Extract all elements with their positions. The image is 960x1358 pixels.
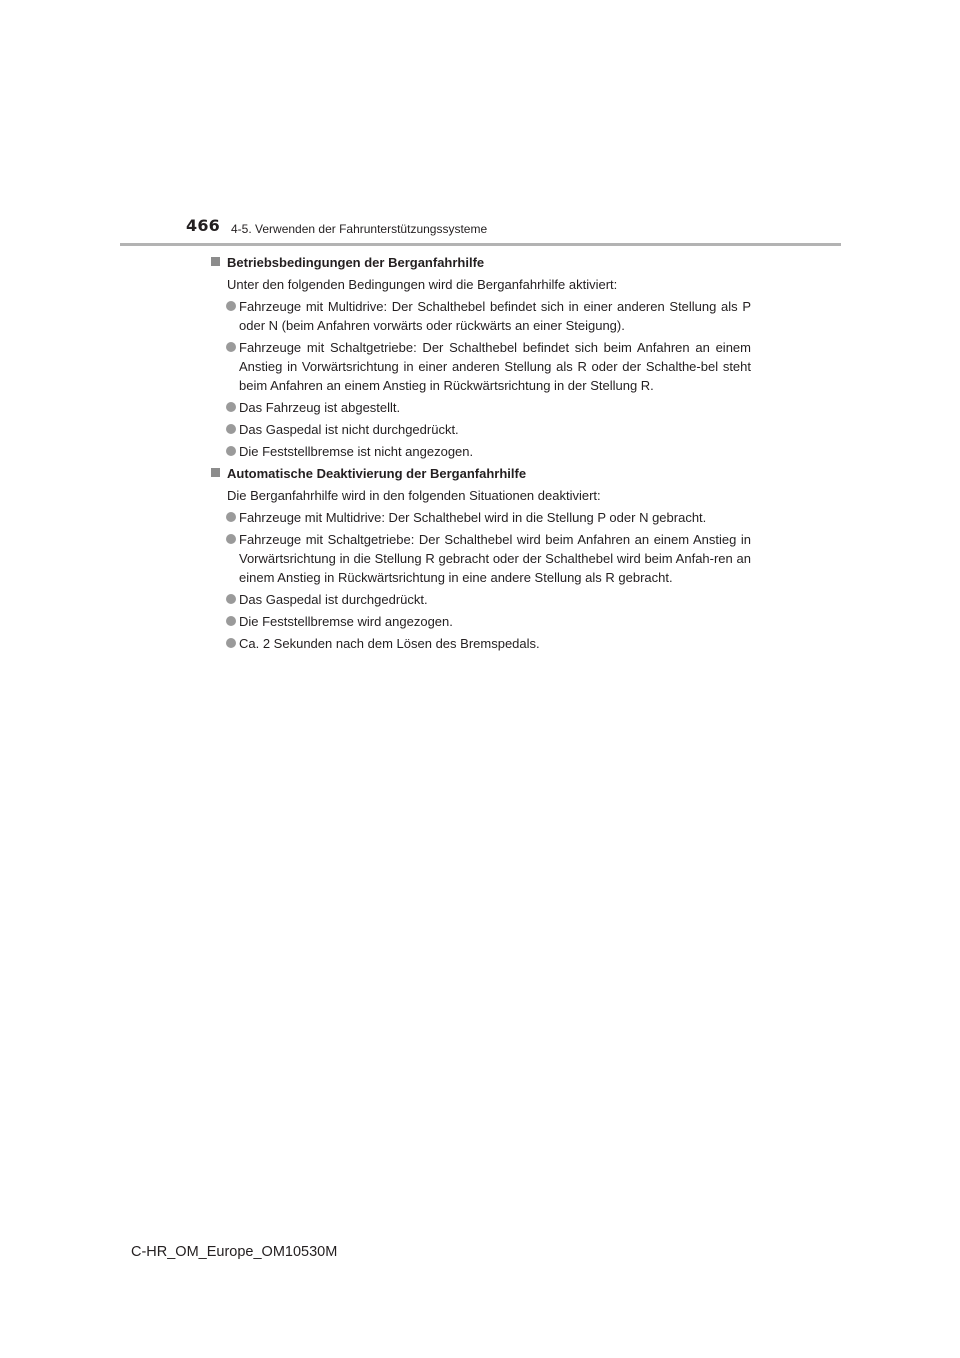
list-item (211, 590, 751, 609)
page-number: 466 (186, 216, 220, 235)
bullet-dot-icon (226, 402, 236, 412)
list-item (211, 634, 751, 653)
section-operating-conditions (211, 253, 751, 461)
list-item (211, 398, 751, 417)
list-item-text: Das Gaspedal ist durchgedrückt. (239, 592, 428, 607)
section-intro: Die Berganfahrhilfe wird in den folgenden Situationen deaktiviert: (227, 488, 601, 503)
list-item-text: Fahrzeuge mit Schaltgetriebe: Der Schalthebel befindet sich beim Anfahren an einem Anstieg in Vorwärtsrichtung in einer anderen Stellung als R oder der Schalthe-bel steht beim Anfahren an einem Anstieg in Rückwärtsrichtung in der Stellung R. (239, 340, 751, 393)
bullet-dot-icon (226, 512, 236, 522)
list-item (211, 297, 751, 335)
bullet-dot-icon (226, 446, 236, 456)
list-item-text: Die Feststellbremse wird angezogen. (239, 614, 453, 629)
list-item-text: Fahrzeuge mit Schaltgetriebe: Der Schalthebel wird beim Anfahren an einem Anstieg in Vorwärtsrichtung in die Stellung R gebracht oder der Schalthebel wird beim Anfah-ren an einem Anstieg in Rückwärtsrichtung in eine andere Stellung als R gebracht. (239, 532, 751, 585)
condition-list (211, 297, 751, 461)
list-item-text: Das Gaspedal ist nicht durchgedrückt. (239, 422, 459, 437)
list-item-text: Das Fahrzeug ist abgestellt. (239, 400, 401, 415)
bullet-dot-icon (226, 594, 236, 604)
bullet-dot-icon (226, 424, 236, 434)
list-item (211, 530, 751, 587)
section-automatic-deactivation (211, 464, 751, 653)
square-bullet-icon (211, 468, 220, 477)
condition-list (211, 508, 751, 653)
section-heading (211, 253, 751, 272)
page-content (211, 253, 751, 656)
bullet-dot-icon (226, 638, 236, 648)
list-item-text: Ca. 2 Sekunden nach dem Lösen des Bremspedals. (239, 636, 540, 651)
list-item-text: Fahrzeuge mit Multidrive: Der Schalthebel befindet sich in einer anderen Stellung als P oder N (beim Anfahren vorwärts oder rückwärts an einer Steigung). (239, 299, 751, 333)
header-divider (120, 243, 841, 246)
square-bullet-icon (211, 257, 220, 266)
list-item-text: Die Feststellbremse ist nicht angezogen. (239, 444, 474, 459)
section-intro: Unter den folgenden Bedingungen wird die Berganfahrhilfe aktiviert: (227, 277, 618, 292)
chapter-title: 4-5. Verwenden der Fahrunterstützungssysteme (231, 222, 488, 236)
list-item-text: Fahrzeuge mit Multidrive: Der Schalthebel wird in die Stellung P oder N gebracht. (239, 510, 707, 525)
list-item (211, 508, 751, 527)
section-heading (211, 464, 751, 483)
section-heading-text: Betriebsbedingungen der Berganfahrhilfe (227, 255, 485, 270)
bullet-dot-icon (226, 534, 236, 544)
bullet-dot-icon (226, 342, 236, 352)
bullet-dot-icon (226, 616, 236, 626)
bullet-dot-icon (226, 301, 236, 311)
list-item (211, 442, 751, 461)
list-item (211, 420, 751, 439)
section-heading-text: Automatische Deaktivierung der Berganfahrhilfe (227, 466, 527, 481)
list-item (211, 612, 751, 631)
footer-document-id: C-HR_OM_Europe_OM10530M (131, 1244, 338, 1260)
list-item (211, 338, 751, 395)
